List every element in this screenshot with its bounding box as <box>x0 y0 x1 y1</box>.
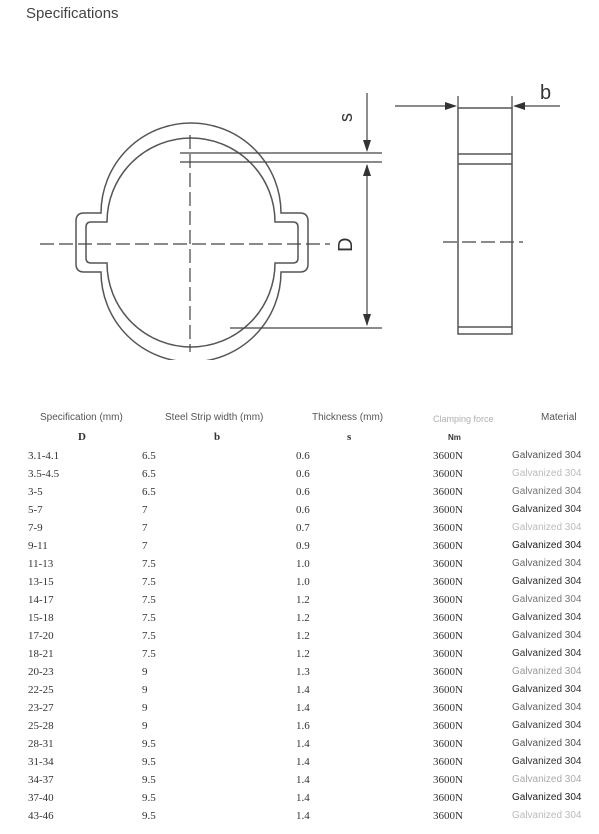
thickness-cell: 1.2 <box>296 630 310 642</box>
thickness-cell: 0.6 <box>296 468 310 480</box>
table-row <box>0 574 599 592</box>
table-row <box>0 520 599 538</box>
width-cell: 7 <box>142 522 148 534</box>
table-row <box>0 646 599 664</box>
material-cell: Galvanized 304 <box>512 720 582 731</box>
material-cell: Galvanized 304 <box>512 684 582 695</box>
force-cell: 3600N <box>433 576 463 588</box>
force-cell: 3600N <box>433 792 463 804</box>
force-cell: 3600N <box>433 594 463 606</box>
spec-cell: 5-7 <box>28 504 43 516</box>
width-cell: 9 <box>142 720 148 732</box>
technical-drawing <box>0 60 599 360</box>
thickness-cell: 0.6 <box>296 450 310 462</box>
material-cell: Galvanized 304 <box>512 576 582 587</box>
width-cell: 9 <box>142 702 148 714</box>
thickness-cell: 1.2 <box>296 594 310 606</box>
symbol-b: b <box>214 431 221 443</box>
table-row <box>0 466 599 484</box>
spec-cell: 20-23 <box>28 666 54 678</box>
width-cell: 9 <box>142 666 148 678</box>
table-row <box>0 448 599 466</box>
material-cell: Galvanized 304 <box>512 612 582 623</box>
force-cell: 3600N <box>433 504 463 516</box>
width-cell: 7.5 <box>142 648 156 660</box>
header-thickness: Thickness (mm) <box>312 412 384 423</box>
material-cell: Galvanized 304 <box>512 648 582 659</box>
thickness-cell: 0.9 <box>296 540 310 552</box>
table-row <box>0 538 599 556</box>
force-cell: 3600N <box>433 522 463 534</box>
width-cell: 7.5 <box>142 612 156 624</box>
width-cell: 9 <box>142 684 148 696</box>
table-row <box>0 718 599 736</box>
table-row <box>0 628 599 646</box>
table-row <box>0 682 599 700</box>
thickness-cell: 1.0 <box>296 576 310 588</box>
width-cell: 6.5 <box>142 450 156 462</box>
width-cell: 7.5 <box>142 630 156 642</box>
thickness-cell: 0.6 <box>296 504 310 516</box>
width-cell: 6.5 <box>142 468 156 480</box>
material-cell: Galvanized 304 <box>512 810 582 821</box>
force-cell: 3600N <box>433 540 463 552</box>
symbol-s: s <box>347 431 352 443</box>
spec-cell: 31-34 <box>28 756 54 768</box>
page-title: Specifications <box>26 5 119 22</box>
table-row <box>0 556 599 574</box>
label-s: s <box>336 113 356 122</box>
thickness-cell: 0.7 <box>296 522 310 534</box>
spec-cell: 3.5-4.5 <box>28 468 60 480</box>
spec-cell: 17-20 <box>28 630 54 642</box>
material-cell: Galvanized 304 <box>512 666 582 677</box>
force-cell: 3600N <box>433 558 463 570</box>
clamp-outer-outline <box>76 123 308 360</box>
width-cell: 7.5 <box>142 576 156 588</box>
table-row <box>0 772 599 790</box>
thickness-cell: 1.2 <box>296 648 310 660</box>
spec-cell: 28-31 <box>28 738 54 750</box>
force-cell: 3600N <box>433 738 463 750</box>
force-cell: 3600N <box>433 702 463 714</box>
material-cell: Galvanized 304 <box>512 540 582 551</box>
force-cell: 3600N <box>433 648 463 660</box>
material-cell: Galvanized 304 <box>512 738 582 749</box>
label-D: D <box>335 237 357 252</box>
spec-cell: 7-9 <box>28 522 43 534</box>
thickness-cell: 1.4 <box>296 792 310 804</box>
material-cell: Galvanized 304 <box>512 450 582 461</box>
spec-table <box>0 448 599 826</box>
material-cell: Galvanized 304 <box>512 594 582 605</box>
material-cell: Galvanized 304 <box>512 558 582 569</box>
material-cell: Galvanized 304 <box>512 486 582 497</box>
table-row <box>0 484 599 502</box>
material-cell: Galvanized 304 <box>512 630 582 641</box>
table-row <box>0 664 599 682</box>
material-cell: Galvanized 304 <box>512 756 582 767</box>
table-row <box>0 592 599 610</box>
spec-cell: 15-18 <box>28 612 54 624</box>
thickness-cell: 0.6 <box>296 486 310 498</box>
table-row <box>0 700 599 718</box>
force-cell: 3600N <box>433 756 463 768</box>
spec-cell: 34-37 <box>28 774 54 786</box>
material-cell: Galvanized 304 <box>512 774 582 785</box>
force-cell: 3600N <box>433 684 463 696</box>
force-cell: 3600N <box>433 666 463 678</box>
thickness-cell: 1.4 <box>296 738 310 750</box>
table-row <box>0 790 599 808</box>
thickness-cell: 1.4 <box>296 702 310 714</box>
spec-cell: 9-11 <box>28 540 48 552</box>
spec-cell: 14-17 <box>28 594 54 606</box>
clamp-side-view <box>458 108 512 334</box>
table-row <box>0 502 599 520</box>
spec-cell: 23-27 <box>28 702 54 714</box>
width-cell: 7 <box>142 540 148 552</box>
thickness-cell: 1.0 <box>296 558 310 570</box>
spec-cell: 3-5 <box>28 486 43 498</box>
width-cell: 9.5 <box>142 774 156 786</box>
header-specification: Specification (mm) <box>40 412 123 423</box>
thickness-cell: 1.4 <box>296 774 310 786</box>
material-cell: Galvanized 304 <box>512 792 582 803</box>
thickness-cell: 1.4 <box>296 810 310 822</box>
width-cell: 7.5 <box>142 558 156 570</box>
spec-cell: 25-28 <box>28 720 54 732</box>
symbol-nm: Nm <box>448 433 461 442</box>
header-clamping-force: Clamping force <box>433 414 494 424</box>
force-cell: 3600N <box>433 630 463 642</box>
spec-cell: 22-25 <box>28 684 54 696</box>
width-cell: 9.5 <box>142 810 156 822</box>
symbol-D: D <box>78 431 86 443</box>
label-b: b <box>540 82 552 104</box>
spec-cell: 43-46 <box>28 810 54 822</box>
spec-cell: 3.1-4.1 <box>28 450 60 462</box>
thickness-cell: 1.4 <box>296 684 310 696</box>
header-strip-width: Steel Strip width (mm) <box>165 412 264 423</box>
material-cell: Galvanized 304 <box>512 468 582 479</box>
thickness-cell: 1.6 <box>296 720 310 732</box>
force-cell: 3600N <box>433 612 463 624</box>
table-row <box>0 736 599 754</box>
width-cell: 6.5 <box>142 486 156 498</box>
force-cell: 3600N <box>433 810 463 822</box>
thickness-cell: 1.4 <box>296 756 310 768</box>
width-cell: 9.5 <box>142 792 156 804</box>
width-cell: 9.5 <box>142 738 156 750</box>
force-cell: 3600N <box>433 468 463 480</box>
force-cell: 3600N <box>433 720 463 732</box>
width-cell: 9.5 <box>142 756 156 768</box>
width-cell: 7.5 <box>142 594 156 606</box>
spec-cell: 18-21 <box>28 648 54 660</box>
spec-cell: 11-13 <box>28 558 54 570</box>
table-row <box>0 610 599 628</box>
material-cell: Galvanized 304 <box>512 522 582 533</box>
width-cell: 7 <box>142 504 148 516</box>
material-cell: Galvanized 304 <box>512 504 582 515</box>
force-cell: 3600N <box>433 774 463 786</box>
clamp-inner-outline <box>86 138 298 347</box>
table-row <box>0 754 599 772</box>
spec-cell: 13-15 <box>28 576 54 588</box>
force-cell: 3600N <box>433 486 463 498</box>
table-row <box>0 808 599 826</box>
header-material: Material <box>541 412 577 423</box>
material-cell: Galvanized 304 <box>512 702 582 713</box>
thickness-cell: 1.3 <box>296 666 310 678</box>
force-cell: 3600N <box>433 450 463 462</box>
spec-cell: 37-40 <box>28 792 54 804</box>
thickness-cell: 1.2 <box>296 612 310 624</box>
